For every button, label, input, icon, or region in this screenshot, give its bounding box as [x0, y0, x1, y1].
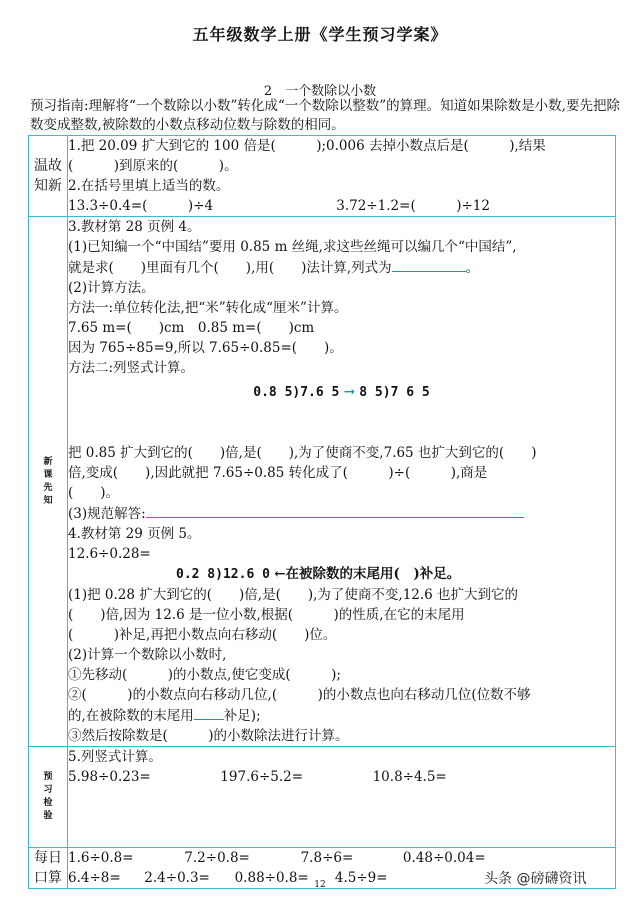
review-q1b: ( )到原来的( )。	[68, 158, 238, 174]
rule-heading: (2)计算一个数除以小数时,	[68, 647, 227, 663]
review-q2: 2.在括号里填上适当的数。	[68, 178, 230, 194]
example5-q1-end: ( )补足,再把小数点向右移动( )位。	[68, 627, 337, 643]
daily-label: 每日 口算	[29, 848, 68, 889]
padding-note: ←在被除数的末尾用( )补足。	[274, 566, 461, 582]
check-exercise-3: 10.8÷4.5=	[372, 769, 447, 785]
mental-calc: 0.88÷0.8=	[234, 870, 309, 886]
lesson-title: 2 一个数除以小数	[263, 84, 377, 99]
example4-q1-cont: 就是求( )里面有几个( ),用( )法计算,列式为	[68, 260, 392, 276]
rule-step2: ②( )的小数点向右移动几位,( )的小数点也向右移动几位(位数不够	[68, 687, 531, 703]
fill-line	[194, 705, 224, 720]
new-lesson-section	[29, 217, 616, 747]
method-one-result: 因为 765÷85=9,所以 7.65÷0.85=( )。	[68, 340, 343, 356]
standard-answer-label: (3)规范解答:	[68, 506, 146, 522]
review-content	[68, 136, 616, 217]
example4-heading: 3.教材第 28 页例 4。	[68, 219, 201, 235]
example5-equation: 12.6÷0.28=	[68, 546, 151, 562]
division-diagram-original: 0.8 5)7.6 5	[253, 385, 340, 400]
method-two: 方法二:列竖式计算。	[68, 360, 195, 376]
unit-conversion: 7.65 m=( )cm 0.85 m=( )cm	[68, 320, 315, 336]
check-content	[68, 747, 616, 848]
mental-calc: 0.48÷0.04=	[402, 850, 486, 866]
page-number: 12	[314, 880, 326, 890]
rule-step1: ①先移动( )的小数点,使它变成( );	[68, 667, 341, 683]
watermark: 头条 @磅礴资讯	[484, 871, 587, 887]
check-exercise-2: 197.6÷5.2=	[220, 769, 304, 785]
long-division-diagram	[68, 378, 615, 405]
review-q1a: 1.把 20.09 扩大到它的 100 倍是( );0.006 去掉小数点后是( ),结果	[68, 138, 546, 154]
calc-method: (2)计算方法。	[68, 280, 155, 296]
method-one: 方法一:单位转化法,把“米”转化成“厘米”计算。	[68, 300, 348, 316]
answer-line	[392, 257, 466, 272]
review-section	[29, 136, 616, 217]
mental-calc: 7.8÷6=	[300, 850, 354, 866]
worksheet-table	[28, 135, 616, 889]
transform-text-2: 倍,变成( ),因此就把 7.65÷0.85 转化成了( )÷( ),商是	[68, 465, 488, 481]
arrow-icon: →	[343, 384, 355, 400]
mental-calc: 6.4÷8=	[68, 870, 121, 886]
rule-step3: ③然后按除数是( )的小数除法进行计算。	[68, 728, 349, 744]
division-diagram-transformed: 8 5)7 6 5	[359, 385, 430, 400]
example5-q1: (1)把 0.28 扩大到它的( )倍,是( ),为了使商不变,12.6 也扩大到它的	[68, 587, 519, 603]
new-lesson-content: 3.教材第 28 页例 4。 (1)已知编一个“中国结”要用 0.85 m 丝绳,求这些丝绳可以编几个“中国结”, 就是求( )里面有几个( ),用( )法计算,列式为 。 (2)计算方法。 方法一:单位转化法,把“米”转化成“厘米”计算。 7.65 m=( )cm 0.85 m=( )cm 因为 765÷85=9,所以 7.65÷0.85=( )。 方法二:列竖式计算。 0.8 5)7.6 5 → 8 5)7 6 5 把 0.85 扩大到它的( )倍,是( ),为了使商不变,7.65 也扩大到它的( ) 倍,变成( ),因此就把 7.65÷0.85 转化成了( )÷( ),商是 ( )。 (3)规范解答: 4.教材第 29 页例 5。 12.6÷0.28= 0.2 8)12.6 0 ←在被除数的末尾用( )补足。 (1)把 0.28 扩大到它的( )倍,是( ),为了使商不变,12.6 也扩大到它的 ( )倍,因为 12.6 是一位小数,根据( )的性质,在它的末尾用 ( )补足,再把小数点向右移动( )位。 (2)计算一个数除以小数时, ①先移动( )的小数点,使它变成( ); ②( )的小数点向右移动几位,( )的小数点也向右移动几位(位数不够 的,在被除数的末尾用 补足); ③然后按除数是( )的小数除法进行计算。	[68, 217, 616, 747]
division-diagram-example5: 0.2 8)12.6 0	[176, 567, 270, 582]
page-title: 五年级数学上册《学生预习学案》	[192, 25, 448, 44]
example5-heading: 4.教材第 29 页例 5。	[68, 526, 201, 542]
transform-text-3: ( )。	[68, 485, 120, 501]
check-section	[29, 747, 616, 848]
example5-q1-cont: ( )倍,因为 12.6 是一位小数,根据( )的性质,在它的末尾用	[68, 607, 465, 623]
transform-text-1: 把 0.85 扩大到它的( )倍,是( ),为了使商不变,7.65 也扩大到它的( )	[68, 445, 537, 461]
standard-answer-line	[146, 503, 524, 518]
example4-q1: (1)已知编一个“中国结”要用 0.85 m 丝绳,求这些丝绳可以编几个“中国结”,	[68, 239, 517, 255]
new-lesson-label: 新课先知	[29, 217, 68, 747]
check-label: 预习检验	[29, 747, 68, 848]
review-q2a: 13.3÷0.4=( )÷4	[68, 198, 214, 214]
example5-diagram	[68, 564, 615, 585]
review-label: 温故 知新	[29, 136, 68, 217]
check-exercise-1: 5.98÷0.23=	[68, 769, 151, 785]
preview-guide: 预习指南:理解将“一个数除以小数”转化成“一个数除以整数”的算理。知道如果除数是小数,要先把除数变成整数,被除数的小数点移动位数与除数的相同。	[30, 98, 620, 133]
review-q2b: 3.72÷1.2=( )÷12	[336, 198, 490, 214]
mental-calc: 1.6÷0.8=	[68, 850, 134, 866]
mental-calc: 7.2÷0.8=	[184, 850, 250, 866]
rule-step2-cont: 的,在被除数的末尾用	[68, 708, 194, 724]
mental-calc: 4.5÷9=	[334, 870, 388, 886]
mental-calc: 2.4÷0.3=	[144, 870, 210, 886]
check-heading: 5.列竖式计算。	[68, 749, 162, 765]
